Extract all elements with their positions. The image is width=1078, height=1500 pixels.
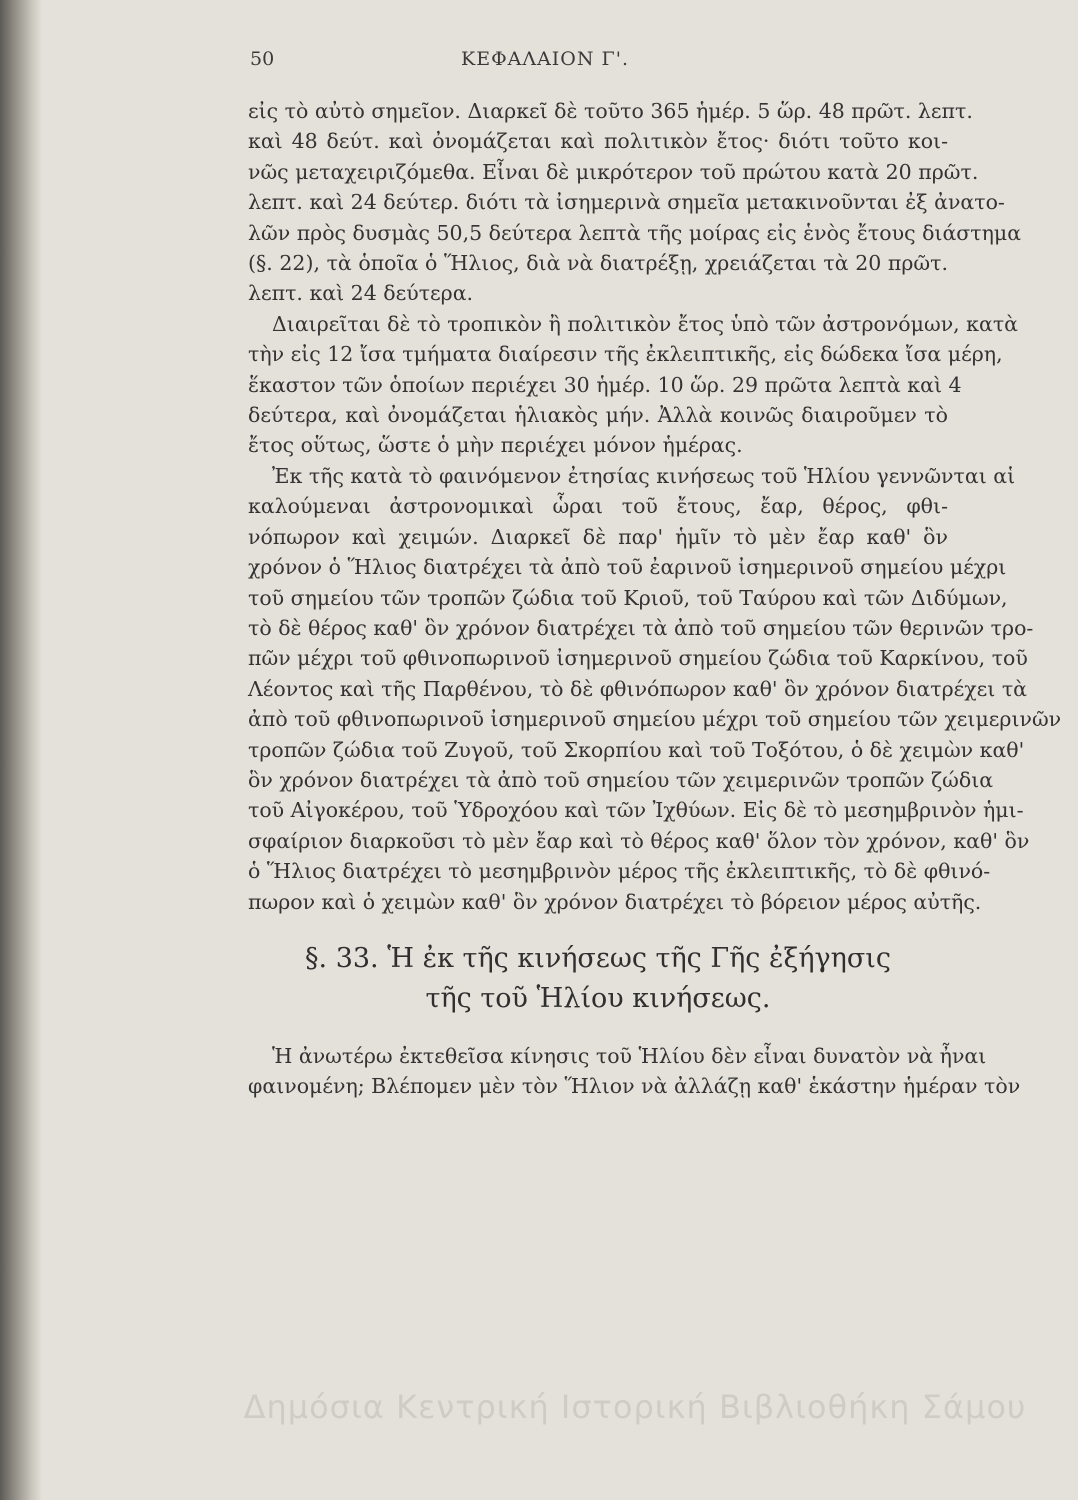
page-header: [250, 48, 840, 78]
library-watermark: Δημόσια Κεντρική Ιστορική Βιβλιοθήκη Σάμου: [243, 1388, 1027, 1426]
text-line: καὶ 48 δεύτ. καὶ ὀνομάζεται καὶ πολιτικὸν ἔτος· διότι τοῦτο κοι-: [248, 129, 948, 154]
text-line: φαινομένη; Βλέπομεν μὲν τὸν Ἥλιον νὰ ἀλλάζῃ καθ' ἑκάστην ἡμέραν τὸν: [248, 1074, 1021, 1099]
paragraph-2: [248, 309, 1019, 461]
text-line: (§. 22), τὰ ὁποῖα ὁ Ἥλιος, διὰ νὰ διατρέξῃ, χρειάζεται τὰ 20 πρῶτ.: [248, 251, 948, 276]
text-line: εἰς τὸ αὐτὸ σημεῖον. Διαρκεῖ δὲ τοῦτο 365 ἡμέρ. 5 ὥρ. 48 πρῶτ. λεπτ.: [248, 99, 973, 123]
text-line: λεπτ. καὶ 24 δεύτερα.: [248, 281, 474, 306]
text-line: ὃν χρόνον διατρέχει τὰ ἀπὸ τοῦ σημείου τῶν χειμερινῶν τροπῶν ζώδια: [248, 767, 994, 792]
text-line: δεύτερα, καὶ ὀνομάζεται ἡλιακὸς μήν. Ἀλλὰ κοινῶς διαιροῦμεν τὸ: [248, 403, 948, 428]
page-number: 50: [250, 48, 275, 70]
text-line: χρόνον ὁ Ἥλιος διατρέχει τὰ ἀπὸ τοῦ ἐαρινοῦ ἰσημερινοῦ σημείου μέχρι: [248, 555, 1007, 580]
text-line: λῶν πρὸς δυσμὰς 50,5 δεύτερα λεπτὰ τῆς μοίρας εἰς ἑνὸς ἔτους διάστημα: [248, 220, 1022, 245]
text-line: τὴν εἰς 12 ἴσα τμήματα διαίρεσιν τῆς ἐκλειπτικῆς, εἰς δώδεκα ἴσα μέρη,: [248, 342, 1003, 367]
text-line: πωρον καὶ ὁ χειμὼν καθ' ὃν χρόνον διατρέχει τὸ βόρειον μέρος αὐτῆς.: [248, 889, 982, 914]
text-line: πῶν μέχρι τοῦ φθινοπωρινοῦ ἰσημερινοῦ σημείου ζώδια τοῦ Καρκίνου, τοῦ: [248, 646, 1028, 671]
text-line: λεπτ. καὶ 24 δεύτερ. διότι τὰ ἰσημερινὰ σημεῖα μετακινοῦνται ἐξ ἀνατο-: [248, 190, 1005, 215]
text-line: τοῦ Αἰγοκέρου, τοῦ Ὑδροχόου καὶ τῶν Ἰχθύων. Εἰς δὲ τὸ μεσημβρινὸν ἡμι-: [248, 798, 1024, 823]
text-line: ἀπὸ τοῦ φθινοπωρινοῦ ἰσημερινοῦ σημείου μέχρι τοῦ σημείου τῶν χειμερινῶν: [248, 707, 1062, 732]
text-line: τροπῶν ζώδια τοῦ Ζυγοῦ, τοῦ Σκορπίου καὶ τοῦ Τοξότου, ὁ δὲ χειμὼν καθ': [248, 737, 1025, 762]
paragraph-1: [248, 96, 1022, 309]
text-line: Ἡ ἀνωτέρω ἐκτεθεῖσα κίνησις τοῦ Ἡλίου δὲν εἶναι δυνατὸν νὰ ἦναι: [272, 1043, 987, 1068]
book-spine-shadow: [0, 0, 42, 1500]
section-title-line-2: τῆς τοῦ Ἡλίου κινήσεως.: [425, 982, 771, 1014]
text-line: Ἐκ τῆς κατὰ τὸ φαινόμενον ἐτησίας κινήσεως τοῦ Ἡλίου γεννῶνται αἱ: [272, 463, 1016, 488]
text-line: ἔτος οὕτως, ὥστε ὁ μὴν περιέχει μόνον ἡμέρας.: [248, 433, 743, 458]
page-body: [248, 96, 1062, 1102]
text-line: καλούμεναι ἀστρονομικαὶ ὧραι τοῦ ἔτους, ἔαρ, θέρος, φθι-: [248, 494, 948, 519]
paragraph-3: [248, 461, 1062, 917]
text-line: ὁ Ἥλιος διατρέχει τὸ μεσημβρινὸν μέρος τῆς ἐκλειπτικῆς, τὸ δὲ φθινό-: [248, 859, 991, 884]
text-line: νόπωρον καὶ χειμών. Διαρκεῖ δὲ παρ' ἡμῖν τὸ μὲν ἔαρ καθ' ὃν: [248, 524, 948, 549]
paragraph-4: [248, 1041, 1021, 1102]
text-line: Διαιρεῖται δὲ τὸ τροπικὸν ἢ πολιτικὸν ἔτος ὑπὸ τῶν ἀστρονόμων, κατὰ: [272, 311, 1019, 336]
text-line: τοῦ σημείου τῶν τροπῶν ζώδια τοῦ Κριοῦ, τοῦ Ταύρου καὶ τῶν Διδύμων,: [248, 585, 1008, 610]
section-title: [248, 939, 948, 1019]
text-line: σφαίριον διαρκοῦσι τὸ μὲν ἔαρ καὶ τὸ θέρος καθ' ὅλον τὸν χρόνον, καθ' ὃν: [248, 828, 1030, 853]
section-title-line-1: §. 33. Ἡ ἐκ τῆς κινήσεως τῆς Γῆς ἐξήγησις: [305, 942, 891, 974]
text-line: ἕκαστον τῶν ὁποίων περιέχει 30 ἡμέρ. 10 ὥρ. 29 πρῶτα λεπτὰ καὶ 4: [248, 372, 962, 397]
running-head: ΚΕΦΑΛΑΙΟΝ Γ'.: [461, 48, 629, 70]
text-line: νῶς μεταχειριζόμεθα. Εἶναι δὲ μικρότερον τοῦ πρώτου κατὰ 20 πρῶτ.: [248, 159, 979, 184]
text-line: τὸ δὲ θέρος καθ' ὃν χρόνον διατρέχει τὰ ἀπὸ τοῦ σημείου τῶν θερινῶν τρο-: [248, 615, 1034, 640]
text-line: Λέοντος καὶ τῆς Παρθένου, τὸ δὲ φθινόπωρον καθ' ὃν χρόνον διατρέχει τὰ: [248, 676, 1028, 701]
